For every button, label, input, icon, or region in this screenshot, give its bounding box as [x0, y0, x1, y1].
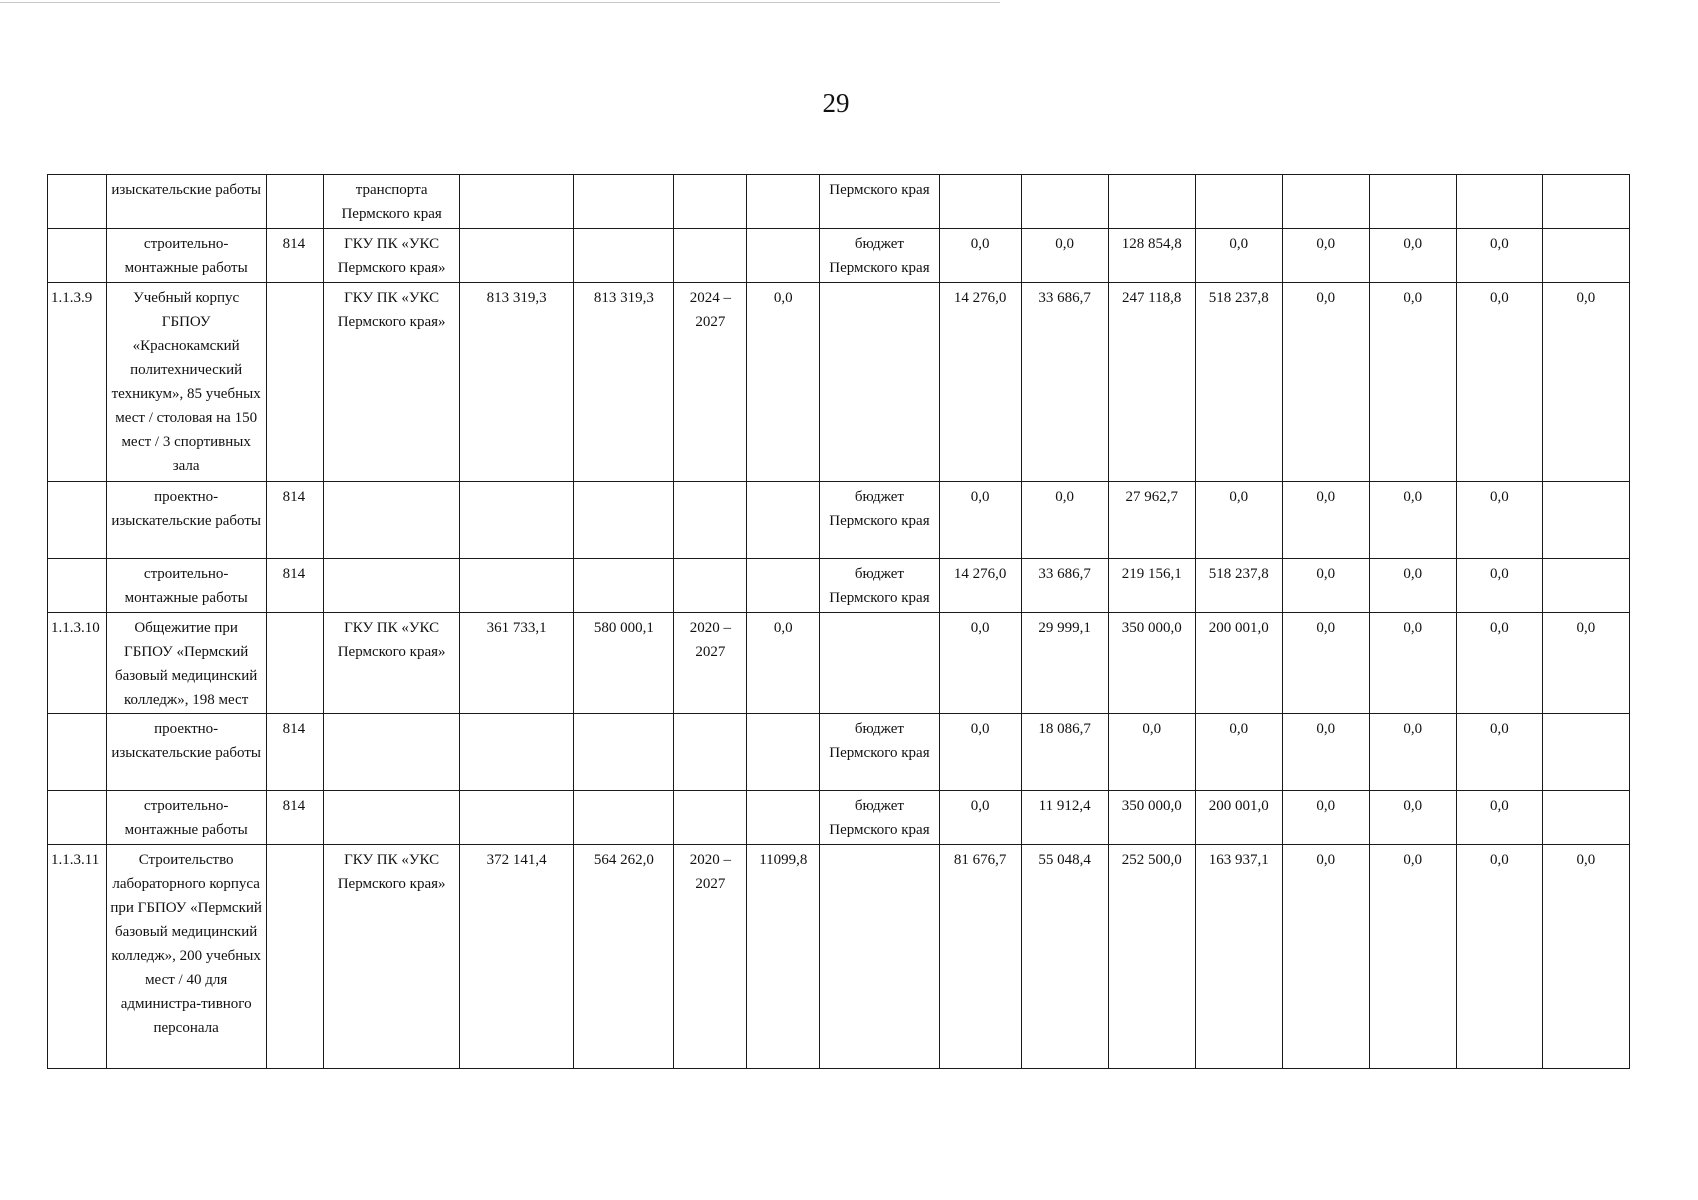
cell-y2027: 0,0	[1542, 283, 1629, 482]
cell-y2023: 518 237,8	[1195, 559, 1282, 613]
cell-executor: ГКУ ПК «УКС Пермского края»	[324, 613, 460, 714]
cell-source: Пермского края	[820, 175, 939, 229]
cell-code: 1.1.3.11	[48, 845, 107, 1069]
cell-y2024	[1282, 175, 1369, 229]
cell-y2025: 0,0	[1369, 714, 1456, 791]
cell-source	[820, 613, 939, 714]
cell-cost1: 372 141,4	[459, 845, 573, 1069]
cell-cost2	[574, 482, 674, 559]
cell-y2022: 0,0	[1108, 714, 1195, 791]
cell-cost2: 564 262,0	[574, 845, 674, 1069]
table-row	[48, 482, 1630, 559]
cell-y2020: 81 676,7	[939, 845, 1021, 1069]
cell-y2026: 0,0	[1456, 714, 1542, 791]
cell-done: 11099,8	[747, 845, 820, 1069]
cell-y2021: 0,0	[1021, 482, 1108, 559]
cell-cost1	[459, 791, 573, 845]
cell-y2023: 0,0	[1195, 714, 1282, 791]
cell-y2026	[1456, 175, 1542, 229]
cell-y2027	[1542, 714, 1629, 791]
cell-executor: ГКУ ПК «УКС Пермского края»	[324, 845, 460, 1069]
cell-name: проектно-изыскательские работы	[106, 714, 266, 791]
cell-y2023	[1195, 175, 1282, 229]
cell-y2023: 0,0	[1195, 482, 1282, 559]
cell-y2021: 0,0	[1021, 229, 1108, 283]
cell-kbk: 814	[266, 559, 324, 613]
cell-done	[747, 714, 820, 791]
cell-source: бюджет Пермского края	[820, 714, 939, 791]
cell-y2020: 14 276,0	[939, 559, 1021, 613]
cell-kbk: 814	[266, 714, 324, 791]
cell-name: Учебный корпус ГБПОУ «Краснокамский политехнический техникум», 85 учебных мест / столовая на 150 мест / 3 спортивных зала	[106, 283, 266, 482]
cell-y2023: 0,0	[1195, 229, 1282, 283]
cell-y2024: 0,0	[1282, 559, 1369, 613]
cell-executor	[324, 559, 460, 613]
cell-period	[674, 559, 747, 613]
cell-y2024: 0,0	[1282, 283, 1369, 482]
cell-y2021	[1021, 175, 1108, 229]
cell-code	[48, 175, 107, 229]
cell-name: Строительство лабораторного корпуса при ГБПОУ «Пермский базовый медицинский колледж», 200 учебных мест / 40 для администра-тивного персонала	[106, 845, 266, 1069]
cell-cost2	[574, 175, 674, 229]
cell-cost2	[574, 559, 674, 613]
cell-executor: ГКУ ПК «УКС Пермского края»	[324, 283, 460, 482]
cell-source: бюджет Пермского края	[820, 791, 939, 845]
cell-y2025: 0,0	[1369, 283, 1456, 482]
cell-period	[674, 482, 747, 559]
cell-period: 2024 – 2027	[674, 283, 747, 482]
cell-source	[820, 845, 939, 1069]
cell-source: бюджет Пермского края	[820, 482, 939, 559]
cell-kbk: 814	[266, 791, 324, 845]
cell-done	[747, 791, 820, 845]
cell-period	[674, 175, 747, 229]
table-row	[48, 613, 1630, 714]
table-row	[48, 559, 1630, 613]
cell-cost2	[574, 229, 674, 283]
cell-y2020: 0,0	[939, 791, 1021, 845]
table-body	[48, 175, 1630, 1069]
cell-y2025: 0,0	[1369, 791, 1456, 845]
cell-y2027	[1542, 791, 1629, 845]
cell-y2020	[939, 175, 1021, 229]
cell-y2022: 128 854,8	[1108, 229, 1195, 283]
cell-period	[674, 229, 747, 283]
page-number: 29	[822, 88, 850, 118]
page-top-edge	[0, 2, 1000, 3]
cell-code	[48, 559, 107, 613]
cell-cost1	[459, 482, 573, 559]
cell-cost1: 361 733,1	[459, 613, 573, 714]
cell-y2026: 0,0	[1456, 482, 1542, 559]
cell-y2025: 0,0	[1369, 559, 1456, 613]
cell-y2022: 219 156,1	[1108, 559, 1195, 613]
cell-y2023: 200 001,0	[1195, 613, 1282, 714]
cell-y2022: 350 000,0	[1108, 791, 1195, 845]
cell-executor: ГКУ ПК «УКС Пермского края»	[324, 229, 460, 283]
cell-cost2: 813 319,3	[574, 283, 674, 482]
cell-executor: транспорта Пермского края	[324, 175, 460, 229]
cell-kbk	[266, 175, 324, 229]
cell-done: 0,0	[747, 613, 820, 714]
cell-y2027	[1542, 229, 1629, 283]
cell-y2023: 200 001,0	[1195, 791, 1282, 845]
cell-y2027	[1542, 559, 1629, 613]
cell-y2026: 0,0	[1456, 283, 1542, 482]
cell-kbk	[266, 613, 324, 714]
cell-period: 2020 – 2027	[674, 845, 747, 1069]
cell-period	[674, 791, 747, 845]
cell-cost1: 813 319,3	[459, 283, 573, 482]
cell-y2027	[1542, 482, 1629, 559]
cell-y2025	[1369, 175, 1456, 229]
cell-y2026: 0,0	[1456, 791, 1542, 845]
cell-name: проектно-изыскательские работы	[106, 482, 266, 559]
cell-cost1	[459, 559, 573, 613]
cell-name: изыскательские работы	[106, 175, 266, 229]
cell-source: бюджет Пермского края	[820, 559, 939, 613]
cell-executor	[324, 791, 460, 845]
cell-period	[674, 714, 747, 791]
cell-y2022: 247 118,8	[1108, 283, 1195, 482]
cell-y2021: 18 086,7	[1021, 714, 1108, 791]
cell-kbk	[266, 845, 324, 1069]
cell-cost1	[459, 714, 573, 791]
cell-name: Общежитие при ГБПОУ «Пермский базовый медицинский колледж», 198 мест	[106, 613, 266, 714]
cell-y2023: 518 237,8	[1195, 283, 1282, 482]
cell-cost2	[574, 791, 674, 845]
cell-kbk: 814	[266, 482, 324, 559]
cell-y2026: 0,0	[1456, 229, 1542, 283]
cell-y2021: 33 686,7	[1021, 283, 1108, 482]
cell-done	[747, 559, 820, 613]
cell-cost2	[574, 714, 674, 791]
table-row	[48, 714, 1630, 791]
cell-source: бюджет Пермского края	[820, 229, 939, 283]
cell-y2020: 0,0	[939, 482, 1021, 559]
cell-y2026: 0,0	[1456, 559, 1542, 613]
cell-name: строительно-монтажные работы	[106, 791, 266, 845]
table-row	[48, 845, 1630, 1069]
cell-code: 1.1.3.9	[48, 283, 107, 482]
cell-code	[48, 791, 107, 845]
cell-y2024: 0,0	[1282, 714, 1369, 791]
cell-y2023: 163 937,1	[1195, 845, 1282, 1069]
cell-y2020: 14 276,0	[939, 283, 1021, 482]
cell-y2020: 0,0	[939, 714, 1021, 791]
cell-code: 1.1.3.10	[48, 613, 107, 714]
cell-kbk: 814	[266, 229, 324, 283]
cell-executor	[324, 714, 460, 791]
cell-executor	[324, 482, 460, 559]
cell-name: строительно-монтажные работы	[106, 229, 266, 283]
cell-done: 0,0	[747, 283, 820, 482]
cell-y2027: 0,0	[1542, 845, 1629, 1069]
cell-y2024: 0,0	[1282, 229, 1369, 283]
cell-done	[747, 175, 820, 229]
cell-y2026: 0,0	[1456, 845, 1542, 1069]
cell-code	[48, 229, 107, 283]
cell-cost1	[459, 229, 573, 283]
table-row	[48, 791, 1630, 845]
cell-y2025: 0,0	[1369, 845, 1456, 1069]
table-row	[48, 175, 1630, 229]
cell-y2022: 350 000,0	[1108, 613, 1195, 714]
cell-y2024: 0,0	[1282, 613, 1369, 714]
cell-period: 2020 – 2027	[674, 613, 747, 714]
cell-y2020: 0,0	[939, 613, 1021, 714]
cell-y2025: 0,0	[1369, 482, 1456, 559]
cell-cost2: 580 000,1	[574, 613, 674, 714]
cell-y2021: 29 999,1	[1021, 613, 1108, 714]
cell-y2025: 0,0	[1369, 229, 1456, 283]
cell-y2025: 0,0	[1369, 613, 1456, 714]
cell-y2026: 0,0	[1456, 613, 1542, 714]
cell-done	[747, 482, 820, 559]
cell-y2021: 33 686,7	[1021, 559, 1108, 613]
cell-done	[747, 229, 820, 283]
cell-source	[820, 283, 939, 482]
cell-code	[48, 482, 107, 559]
cell-y2020: 0,0	[939, 229, 1021, 283]
cell-y2021: 55 048,4	[1021, 845, 1108, 1069]
investment-objects-table	[47, 174, 1630, 1069]
cell-y2022	[1108, 175, 1195, 229]
cell-y2022: 27 962,7	[1108, 482, 1195, 559]
cell-y2022: 252 500,0	[1108, 845, 1195, 1069]
cell-y2027	[1542, 175, 1629, 229]
cell-y2024: 0,0	[1282, 791, 1369, 845]
cell-kbk	[266, 283, 324, 482]
cell-cost1	[459, 175, 573, 229]
table-row	[48, 283, 1630, 482]
cell-y2024: 0,0	[1282, 482, 1369, 559]
cell-name: строительно-монтажные работы	[106, 559, 266, 613]
cell-y2021: 11 912,4	[1021, 791, 1108, 845]
cell-y2027: 0,0	[1542, 613, 1629, 714]
table-row	[48, 229, 1630, 283]
cell-code	[48, 714, 107, 791]
cell-y2024: 0,0	[1282, 845, 1369, 1069]
